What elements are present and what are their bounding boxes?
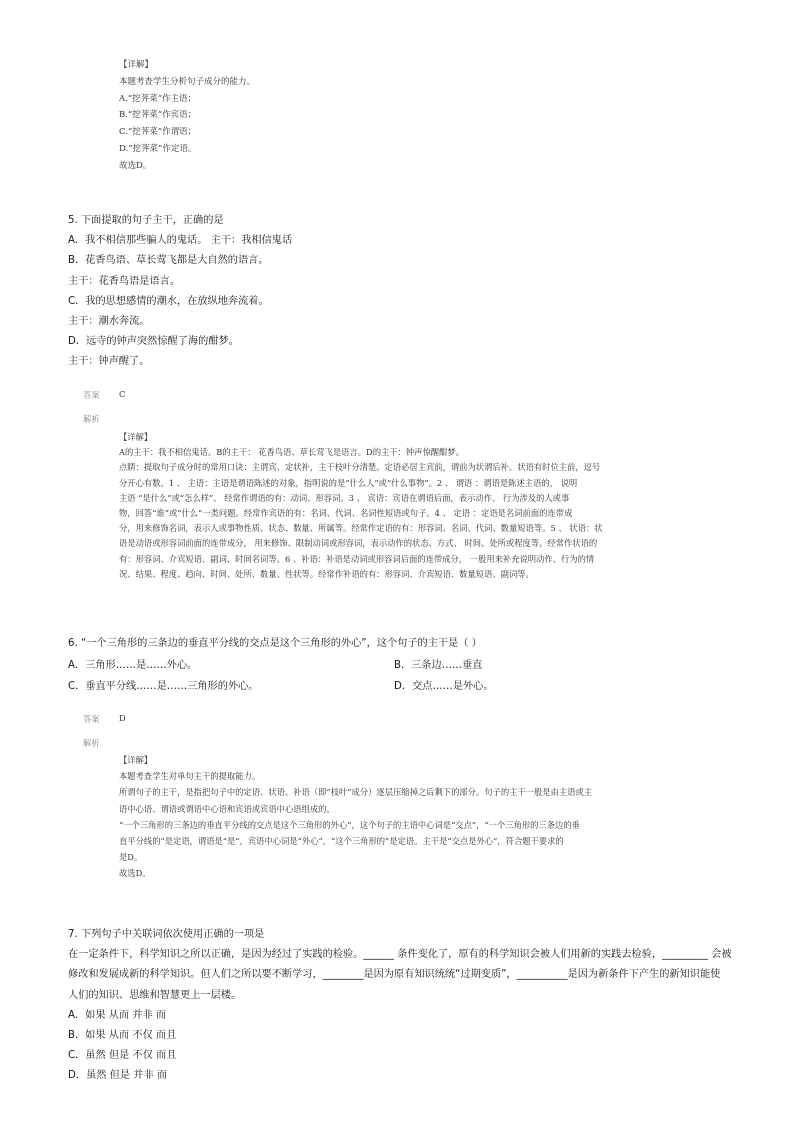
explanation-line: 物，回答“谁”或“什么”一类问题。经常作宾语的有：名词、代词、名词性短语或句子。4 、 定语 ：定语是名词前面的连带成 bbox=[119, 508, 573, 519]
explanation-line: 主语 “是什么”或“怎么样”。 经常作谓语的有：动词、形容词。3 、 宾语：宾语在谓语后面，表示动作、 行为涉及的人或事 bbox=[119, 492, 570, 503]
question-7-stem: 7. 下列句子中关联词依次使用正确的一项是 bbox=[68, 929, 265, 940]
explanation-line: 是D。 bbox=[119, 852, 143, 863]
explanation-line: 故选D。 bbox=[119, 868, 151, 879]
explanation-line: 点睛：提取句子成分时的常用口诀：主谓宾、定状补，主干枝叶分清楚。定语必居主宾前，谓前为状谓后补。状语有时位主前，逗号 bbox=[119, 462, 601, 473]
question-6-option-d: D．交点……是外心。 bbox=[394, 681, 494, 692]
explanation-line: 况、结果、程度、趋向、时间、处所、数量、性状等。经常作补语的有：形容词、介宾短语、数量短语、副词等。 bbox=[119, 568, 534, 579]
question-7-passage: 人们的知识、思维和智慧更上一层楼。 bbox=[68, 989, 242, 1001]
question-5 bbox=[68, 211, 292, 373]
answer-value: C bbox=[119, 389, 126, 399]
explanation-line: A的主干：我不相信鬼话。B的主干： 花香鸟语、草长莺飞是语言。D的主干：钟声惊醒酣梦。 bbox=[119, 447, 464, 458]
explanation-line: 本题考查学生分析句子成分的能力。 bbox=[119, 76, 256, 87]
question-7-option: A．如果 从而 并非 而 bbox=[68, 1009, 167, 1021]
explanation-line: “一个三角形的三条边的垂直平分线的交点是这个三角形的外心”，这个句子的主语中心词是“交点”，“一个三角形的三条边的垂 bbox=[119, 819, 580, 830]
explanation-line: D.“挖荠菜”作定语。 bbox=[119, 143, 197, 154]
question-5-stem: 5. 下面提取的句子主干，正确的是 bbox=[68, 215, 224, 226]
answer-label: 答案 bbox=[83, 390, 100, 400]
explanation-line: 所谓句子的主干，是指把句子中的定语、状语、补语（即“枝叶”成分）逐层压缩掉之后剩下的部分。句子的主干一般是由主语或主 bbox=[119, 787, 593, 798]
question-6-option-c: C．垂直平分线……是……三角形的外心。 bbox=[68, 681, 259, 692]
answer-label: 答案 bbox=[83, 714, 100, 724]
question-5-option: 主干：钟声醒了。 bbox=[68, 356, 150, 368]
question-5-option: C．我的思想感情的潮水，在放纵地奔流着。 bbox=[68, 295, 269, 307]
explanation-line: 故选D。 bbox=[119, 160, 152, 171]
question-7-option: B．如果 从而 不仅 而且 bbox=[68, 1030, 177, 1042]
question-5-option: 主干：潮水奔流。 bbox=[68, 316, 150, 328]
explanation-line: 直平分线的”是定语，谓语是“是”，宾语中心词是“外心”，“这个三角形的”是定语。主干是“交点是外心”，符合题干要求的 bbox=[119, 836, 564, 847]
explanation-line: C.“挖荠菜”作谓语； bbox=[119, 127, 197, 138]
question-7-passage: 修改和发展成新的科学知识。但人们之所以要不断学习，________是因为原有知识统统“过期变质”，__________是因为新条件下产生的新知识能使 bbox=[68, 969, 721, 981]
question-5-explanation bbox=[119, 430, 602, 582]
explanation-line: 分开心有数。1 、 主语：主语是谓语陈述的对象，指明说的是“什么人”或“什么事物”。2 、 谓语 ：谓语是陈述主语的， 说明 bbox=[119, 477, 578, 488]
question-7-passage: 在一定条件下，科学知识之所以正确，是因为经过了实践的检验。______ 条件变化了，原有的科学知识会被人们用新的实践去检验，_________ 会被 bbox=[68, 949, 732, 961]
question-5-option: B．花香鸟语、草长莺飞都是大自然的语言。 bbox=[68, 255, 269, 267]
question-5-option: D．远寺的钟声突然惊醒了海的酣梦。 bbox=[68, 336, 239, 348]
question-6-stem: 6. “一个三角形的三条边的垂直平分线的交点是这个三角形的外心”，这个句子的主干是（ ） bbox=[68, 638, 482, 649]
answer-value: D bbox=[119, 713, 126, 723]
explanation-line: A.“挖荠菜”作主语； bbox=[119, 93, 197, 104]
explanation-line: B.“挖荠菜”作宾语； bbox=[119, 110, 197, 121]
explanation-line: 【详解】 bbox=[119, 432, 153, 442]
question-7-option: D．虽然 但是 并非 而 bbox=[68, 1070, 168, 1082]
explanation-line: 分，用来修饰名词，表示人或事物性质、状态、数量、所属等。经常作定语的有：形容词、名词、代词、数量短语等。5 、 状语：状 bbox=[119, 523, 603, 534]
explanation-line: 【详解】 bbox=[119, 60, 154, 70]
question-7 bbox=[68, 925, 732, 1087]
explanation-line: 本题考查学生对单句主干的提取能力。 bbox=[119, 771, 261, 782]
question-6-option-a: A．三角形……是……外心。 bbox=[68, 660, 198, 671]
explanation-line: 【详解】 bbox=[119, 755, 153, 765]
explanation-line: 语中心语、谓语或谓语中心语和宾语或宾语中心语组成的。 bbox=[119, 803, 335, 814]
question-5-option: A．我不相信那些骗人的鬼话。 主干：我相信鬼话 bbox=[68, 235, 293, 247]
prev-explanation bbox=[119, 57, 255, 175]
question-6-explanation bbox=[119, 752, 592, 882]
question-7-option: C．虽然 但是 不仅 而且 bbox=[68, 1050, 177, 1062]
question-5-option: 主干：花香鸟语是语言。 bbox=[68, 275, 181, 287]
analysis-label: 解析 bbox=[83, 738, 100, 748]
analysis-label: 解析 bbox=[83, 414, 100, 424]
explanation-line: 语是动语或形容词前面的连带成分， 用来修饰、限制动词或形容词，表示动作的状态、方式、 时间、处所或程度等。经常作状语的 bbox=[119, 538, 598, 549]
explanation-line: 有：形容词、介宾短语、副词、时间名词等。6 、补语：补语是动词或形容词后面的连带成分， 一般用来补充说明动作、行为的情 bbox=[119, 553, 595, 564]
question-6-option-b: B．三条边……垂直 bbox=[394, 660, 483, 671]
